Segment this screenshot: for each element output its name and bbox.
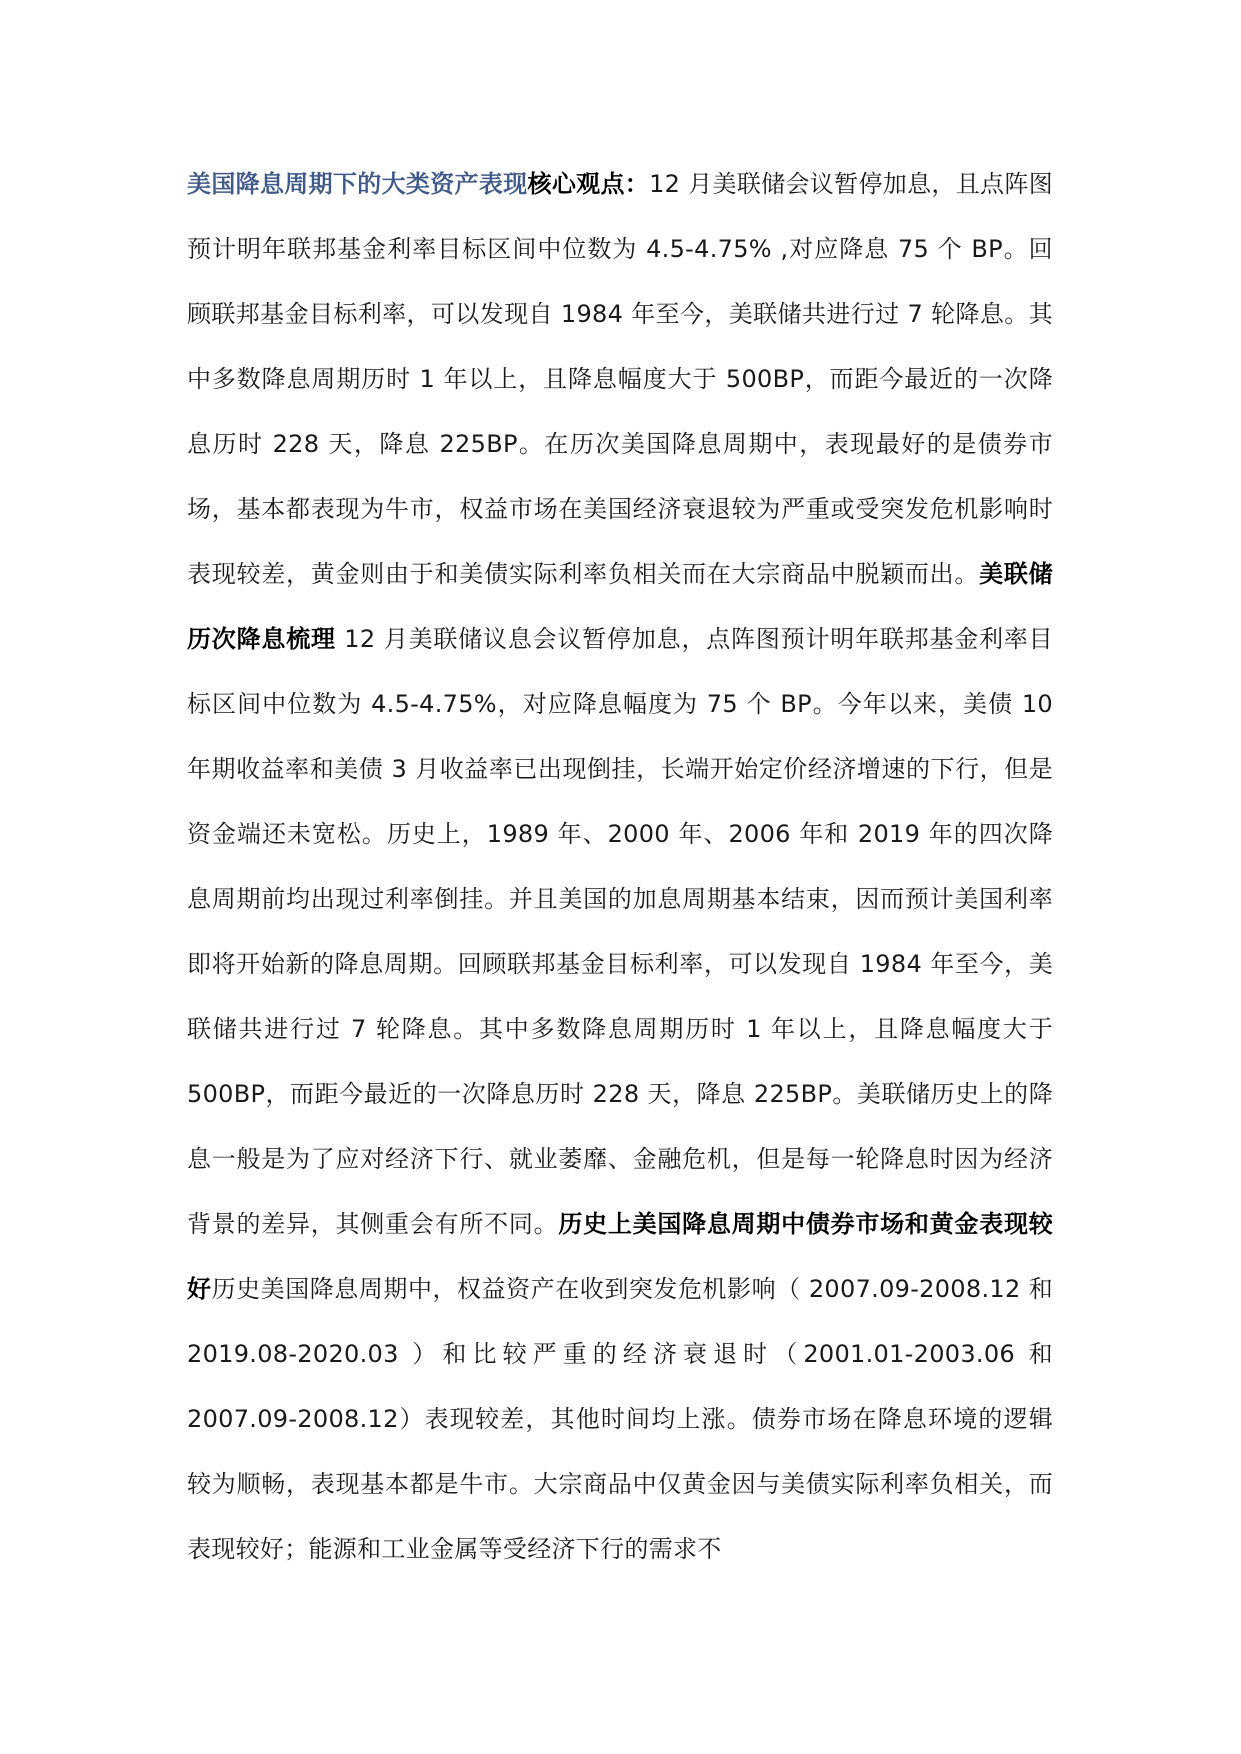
- history-performance-paragraph: 历史美国降息周期中，权益资产在收到突发危机影响（ 2007.09-2008.12 和 2019.08-2020.03 ）和比较严重的经济衰退时（2001.01-2003.06 和 2007.09-2008.12）表现较差，其他时间均上涨。债券市场在降息环境的逻辑较为顺畅，表现基本都是牛市。大宗商品中仅黄金因与美债实际利率负相关，而表现较好；能源和工业金属等受经济下行的需求不: [187, 1275, 1053, 1563]
- document-title: 美国降息周期下的大类资产表现: [187, 170, 528, 198]
- fed-cuts-review-heading: 美联储历次降息梳理: [187, 560, 1053, 653]
- history-performance-heading: 历史上美国降息周期中债券市场和黄金表现较好: [187, 1210, 1054, 1303]
- fed-cuts-review-paragraph: 12 月美联储议息会议暂停加息，点阵图预计明年联邦基金利率目标区间中位数为 4.5-4.75%，对应降息幅度为 75 个 BP。今年以来，美债 10 年期收益率和美债 3 月收益率已出现倒挂，长端开始定价经济增速的下行，但是资金端还未宽松。历史上，1989 年、2000 年、2006 年和 2019 年的四次降息周期前均出现过利率倒挂。并且美国的加息周期基本结束，因而预计美国利率即将开始新的降息周期。回顾联邦基金目标利率，可以发现自 1984 年至今，美联储共进行过 7 轮降息。其中多数降息周期历时 1 年以上，且降息幅度大于 500BP，而距今最近的一次降息历时 228 天，降息 225BP。美联储历史上的降息一般是为了应对经济下行、就业萎靡、金融危机，但是每一轮降息时因为经济背景的差异，其侧重会有所不同。: [187, 625, 1053, 1238]
- core-view-heading: 核心观点：: [527, 170, 650, 198]
- core-view-paragraph: 12 月美联储会议暂停加息，且点阵图预计明年联邦基金利率目标区间中位数为 4.5-4.75% ,对应降息 75 个 BP。回顾联邦基金目标利率，可以发现自 1984 年至今，美联储共进行过 7 轮降息。其中多数降息周期历时 1 年以上，且降息幅度大于 500BP，而距今最近的一次降息历时 228 天，降息 225BP。在历次美国降息周期中，表现最好的是债券市场，基本都表现为牛市，权益市场在美国经济衰退较为严重或受突发危机影响时表现较差，黄金则由于和美债实际利率负相关而在大宗商品中脱颖而出。: [187, 170, 1053, 588]
- document-body: [187, 152, 1053, 1582]
